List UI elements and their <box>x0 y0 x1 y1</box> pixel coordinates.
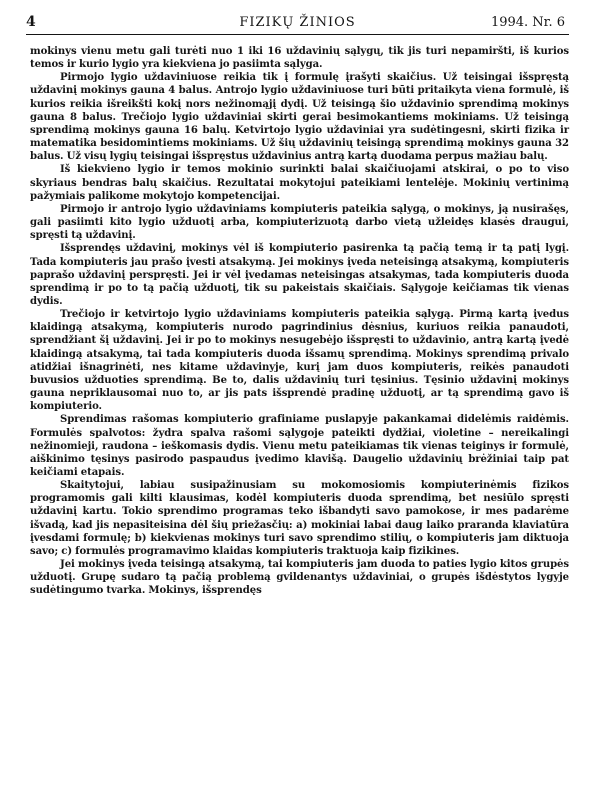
paragraph: Trečiojo ir ketvirtojo lygio uždaviniams kompiuteris pateikia sąlygą. Pirmą kartą įvedus klaidingą atsakymą, kompiuteris nurodo pagrindinius dėsnius, kuriuos reikia panaudoti, sprendžiant šį uždavinį. Jei ir po to mokinys nesugebėjo išspręsti to uždavinio, antrą kartą įvedė klaidingą atsakymą, tai tada kompiuteris duoda išsamų sprendimą. Mokinys sprendimą privalo atidžiai išnagrinėti, nes kitame uždavinyje, kurį jam duos kompiuteris, reikės panaudoti buvusios užduoties sprendimą. Be to, dalis uždavinių turi tęsinius. Tęsinio uždavinį mokinys gauna nepriklausomai nuo to, ar jis pats išsprendė pradinę užduotį, ar tą sprendimą gavo iš kompiuterio. <box>30 309 569 413</box>
journal-title: FIZIKŲ ŽINIOS <box>239 15 356 30</box>
paragraph: Pirmojo lygio uždaviniuose reikia tik į formulę įrašyti skaičius. Už teisingai išspręstą uždavinį mokinys gauna 4 balus. Antrojo lygio uždaviniuose turi būti pritaikyta viena formulė, iš kurios reikia išreikšti kokį nors nežinomąjį dydį. Už teisingą šio uždavinio sprendimą mokinys gauna 8 balus. Trečiojo lygio uždaviniai skirti gerai besimokantiems mokiniams. Už teisingą sprendimą mokinys gauna 16 balų. Ketvirtojo lygio uždaviniai yra sudėtingesni, skirti fizika ir matematika besidomintiems mokiniams. Už šių uždavinių teisingą sprendimą mokinys gauna 32 balus. Už visų lygių teisingai išspręstus uždavinius antrą kartą duodama perpus mažiau balų. <box>30 72 569 163</box>
paragraph: Jei mokinys įveda teisingą atsakymą, tai kompiuteris jam duoda to paties lygio kitos grupės užduotį. Grupę sudaro tą pačią problemą gvildenantys uždaviniai, o grupės išdėstytos lygyje sudėtingumo tvarka. Mokinys, išsprendęs <box>30 559 569 597</box>
page-number: 4 <box>26 14 36 30</box>
paragraph: Išsprendęs uždavinį, mokinys vėl iš kompiuterio pasirenka tą pačią temą ir tą patį lygį. Tada kompiuteris jau prašo įvesti atsakymą. Jei mokinys įveda neteisingą atsakymą, kompiuteris paprašo uždavinį perspręsti. Jei ir vėl įvedamas neteisingas atsakymas, tada kompiuteris duoda sprendimą ir po to tą pačią užduotį, tik su pakeistais skaičiais. Sąlygoje keičiamas tik vienas dydis. <box>30 243 569 307</box>
article-body <box>30 45 569 598</box>
paragraph: Pirmojo ir antrojo lygio uždaviniams kompiuteris pateikia sąlygą, o mokinys, ją nusirašęs, gali pasiimti kito lygio užduotį arba, kompiuterizuotą darbo vietą užleidęs klasės draugui, spręsti tą uždavinį. <box>30 203 569 242</box>
paragraph: Skaitytojui, labiau susipažinusiam su mokomosiomis kompiuterinėmis fizikos programomis gali kilti klausimas, kodėl kompiuteris duoda sprendimą, bet nesiūlo spręsti uždavinį kartu. Tokio sprendimo programas teko išbandyti savo pamokose, ir mes padarėme išvadą, kad jis nepasiteisina dėl šių priežasčių: a) mokiniai labai daug laiko praranda klaviatūra įvesdami formulę; b) kiekvienas mokinys turi savo sprendimo stilių, o kompiuteris jam diktuoja savo; c) formulės programavimo klaidas kompiuteris traktuoja kaip fizikines. <box>30 480 569 557</box>
paragraph: Iš kiekvieno lygio ir temos mokinio surinkti balai skaičiuojami atskirai, o po to viso skyriaus bendras balų skaičius. Rezultatai mokytojui pateikiami lentelėje. Mokinių vertinimą pažymiais palikome mokytojo kompetencijai. <box>30 164 569 202</box>
issue-info: 1994. Nr. 6 <box>490 15 565 30</box>
page-header <box>26 8 569 35</box>
paragraph: mokinys vienu metu gali turėti nuo 1 iki 16 uždavinių sąlygų, tik jis turi nepamiršti, iš kurios temos ir kurio lygio yra kiekviena jo pasiimta sąlyga. <box>30 46 569 71</box>
paragraph: Sprendimas rašomas kompiuterio grafiniame puslapyje pakankamai didelėmis raidėmis. Formulės spalvotos: žydra spalva rašomi sąlygoje pateikti dydžiai, violetine – nereikalingi nežinomieji, raudona – ieškomasis dydis. Vienu metu pateikiamas tik vienas teiginys ir formulė, aiškinimo tęsinys pasirodo paspaudus įvedimo klavišą. Daugelio uždavinių brėžiniai taip pat keičiami etapais. <box>30 414 569 478</box>
